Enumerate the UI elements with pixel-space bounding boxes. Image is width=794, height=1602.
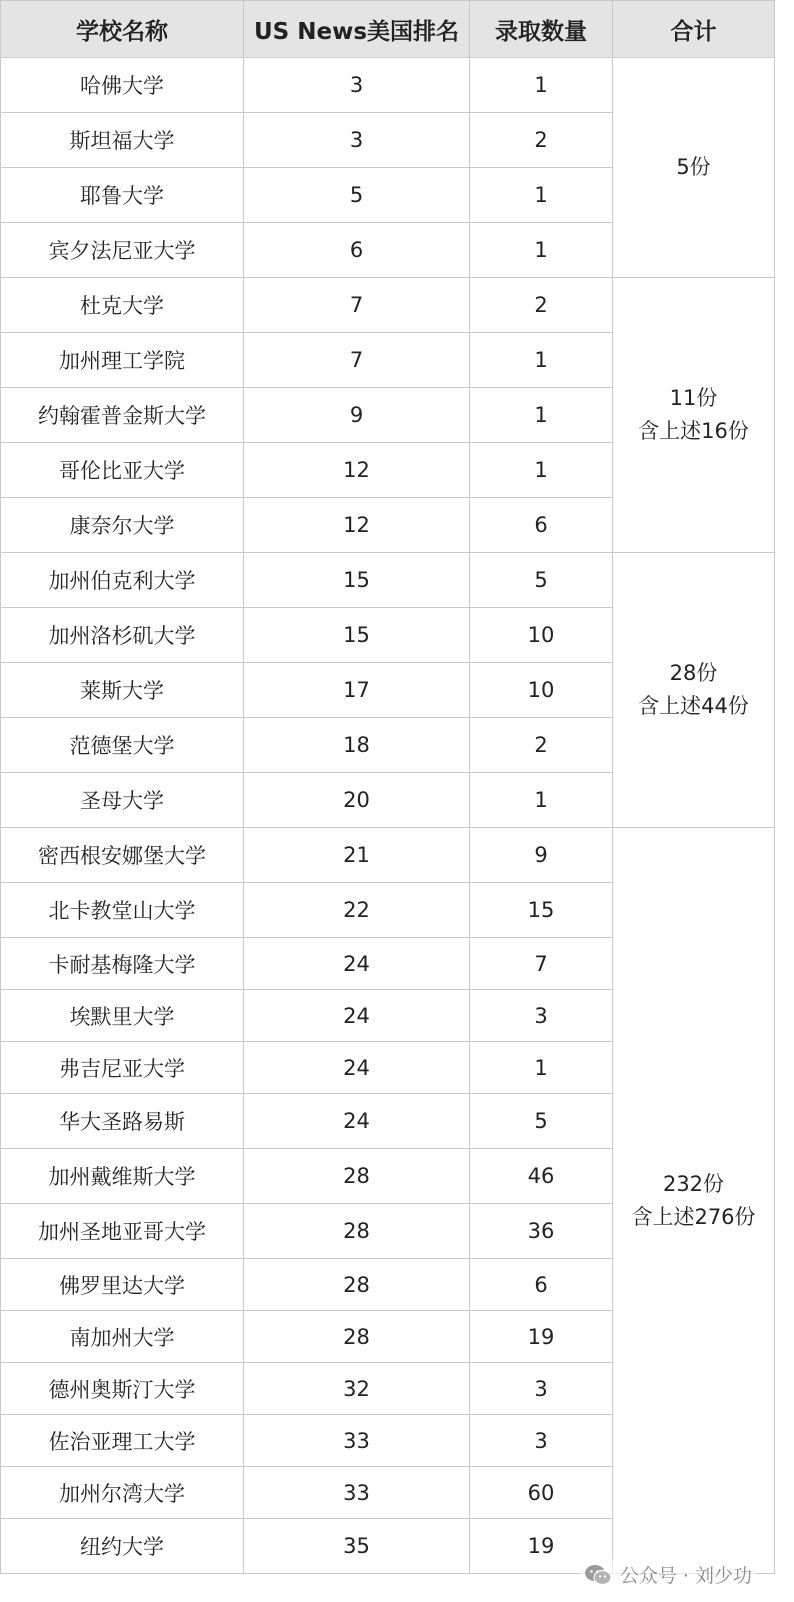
school-name-cell: 加州伯克利大学: [1, 553, 244, 608]
count-cell: 6: [470, 1259, 613, 1311]
rank-cell: 28: [244, 1204, 470, 1259]
count-cell: 46: [470, 1149, 613, 1204]
table-row: [1, 553, 775, 608]
count-cell: 10: [470, 663, 613, 718]
school-name-cell: 加州戴维斯大学: [1, 1149, 244, 1204]
header-row: [1, 1, 775, 58]
count-cell: 2: [470, 278, 613, 333]
rank-cell: 24: [244, 990, 470, 1042]
rank-cell: 3: [244, 113, 470, 168]
header-total: 合计: [613, 1, 775, 58]
rank-cell: 3: [244, 58, 470, 113]
group-cumulative-count: 含上述44份: [638, 694, 749, 718]
school-name-cell: 北卡教堂山大学: [1, 883, 244, 938]
header-us-news-rank: US News美国排名: [244, 1, 470, 58]
school-name-cell: 密西根安娜堡大学: [1, 828, 244, 883]
rank-cell: 35: [244, 1519, 470, 1574]
count-cell: 1: [470, 333, 613, 388]
school-name-cell: 加州理工学院: [1, 333, 244, 388]
rank-cell: 32: [244, 1363, 470, 1415]
school-name-cell: 纽约大学: [1, 1519, 244, 1574]
rank-cell: 28: [244, 1311, 470, 1363]
school-name-cell: 范德堡大学: [1, 718, 244, 773]
group-total-cell: [613, 58, 775, 278]
rank-cell: 20: [244, 773, 470, 828]
school-name-cell: 圣母大学: [1, 773, 244, 828]
rank-cell: 28: [244, 1149, 470, 1204]
count-cell: 60: [470, 1467, 613, 1519]
group-cumulative-count: 含上述16份: [638, 419, 749, 443]
count-cell: 19: [470, 1311, 613, 1363]
rank-cell: 7: [244, 333, 470, 388]
count-cell: 1: [470, 773, 613, 828]
rank-cell: 12: [244, 498, 470, 553]
watermark-text: 公众号 · 刘少功: [619, 1565, 752, 1587]
count-cell: 1: [470, 443, 613, 498]
wechat-watermark: [580, 1559, 756, 1590]
count-cell: 3: [470, 1363, 613, 1415]
school-name-cell: 佛罗里达大学: [1, 1259, 244, 1311]
group-total-count: 28份: [669, 661, 718, 685]
school-name-cell: 斯坦福大学: [1, 113, 244, 168]
table-row: [1, 828, 775, 883]
count-cell: 6: [470, 498, 613, 553]
rank-cell: 33: [244, 1415, 470, 1467]
school-name-cell: 弗吉尼亚大学: [1, 1042, 244, 1094]
rank-cell: 7: [244, 278, 470, 333]
count-cell: 3: [470, 1415, 613, 1467]
school-name-cell: 康奈尔大学: [1, 498, 244, 553]
count-cell: 19: [470, 1519, 613, 1574]
rank-cell: 28: [244, 1259, 470, 1311]
rank-cell: 5: [244, 168, 470, 223]
school-name-cell: 佐治亚理工大学: [1, 1415, 244, 1467]
rank-cell: 33: [244, 1467, 470, 1519]
school-name-cell: 耶鲁大学: [1, 168, 244, 223]
count-cell: 15: [470, 883, 613, 938]
rank-cell: 24: [244, 1094, 470, 1149]
school-name-cell: 加州圣地亚哥大学: [1, 1204, 244, 1259]
school-name-cell: 加州洛杉矶大学: [1, 608, 244, 663]
group-total-cell: [613, 828, 775, 1574]
rank-cell: 15: [244, 608, 470, 663]
count-cell: 2: [470, 718, 613, 773]
count-cell: 1: [470, 58, 613, 113]
count-cell: 7: [470, 938, 613, 990]
group-total-count: 5份: [676, 155, 711, 179]
header-admission-count: 录取数量: [470, 1, 613, 58]
rank-cell: 9: [244, 388, 470, 443]
school-name-cell: 卡耐基梅隆大学: [1, 938, 244, 990]
rank-cell: 15: [244, 553, 470, 608]
count-cell: 9: [470, 828, 613, 883]
count-cell: 5: [470, 553, 613, 608]
rank-cell: 12: [244, 443, 470, 498]
count-cell: 1: [470, 223, 613, 278]
count-cell: 36: [470, 1204, 613, 1259]
wechat-icon: [584, 1564, 612, 1586]
group-total-cell: [613, 553, 775, 828]
rank-cell: 21: [244, 828, 470, 883]
school-name-cell: 约翰霍普金斯大学: [1, 388, 244, 443]
count-cell: 1: [470, 1042, 613, 1094]
count-cell: 5: [470, 1094, 613, 1149]
count-cell: 10: [470, 608, 613, 663]
group-cumulative-count: 含上述276份: [631, 1204, 756, 1229]
rank-cell: 24: [244, 938, 470, 990]
school-name-cell: 加州尔湾大学: [1, 1467, 244, 1519]
rank-cell: 6: [244, 223, 470, 278]
count-cell: 2: [470, 113, 613, 168]
school-name-cell: 埃默里大学: [1, 990, 244, 1042]
rank-cell: 22: [244, 883, 470, 938]
group-total-count: 232份: [662, 1171, 725, 1196]
group-total-count: 11份: [669, 386, 718, 410]
school-name-cell: 南加州大学: [1, 1311, 244, 1363]
table-row: [1, 58, 775, 113]
rank-cell: 17: [244, 663, 470, 718]
school-name-cell: 华大圣路易斯: [1, 1094, 244, 1149]
table-row: [1, 278, 775, 333]
count-cell: 1: [470, 168, 613, 223]
school-name-cell: 莱斯大学: [1, 663, 244, 718]
school-name-cell: 宾夕法尼亚大学: [1, 223, 244, 278]
header-school-name: 学校名称: [1, 1, 244, 58]
rank-cell: 18: [244, 718, 470, 773]
count-cell: 1: [470, 388, 613, 443]
school-name-cell: 杜克大学: [1, 278, 244, 333]
group-total-cell: [613, 278, 775, 553]
count-cell: 3: [470, 990, 613, 1042]
school-name-cell: 哥伦比亚大学: [1, 443, 244, 498]
school-name-cell: 德州奥斯汀大学: [1, 1363, 244, 1415]
school-name-cell: 哈佛大学: [1, 58, 244, 113]
rank-cell: 24: [244, 1042, 470, 1094]
